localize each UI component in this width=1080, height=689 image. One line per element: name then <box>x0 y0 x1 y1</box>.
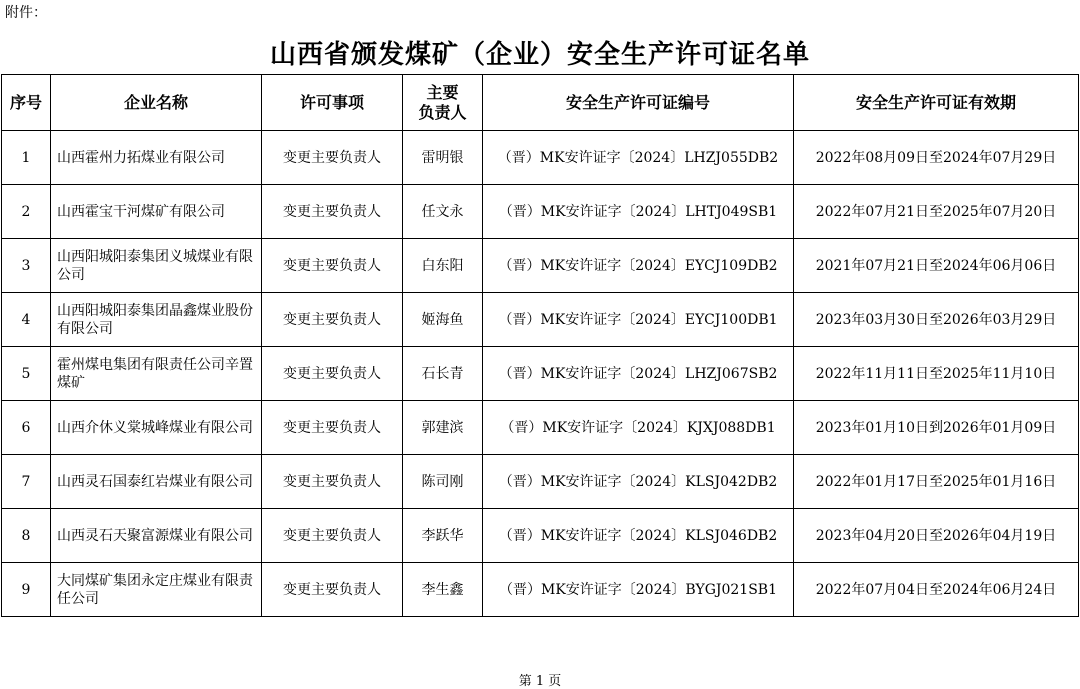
table-row <box>2 563 1079 617</box>
cell-company: 山西阳城阳泰集团义城煤业有限公司 <box>51 239 262 293</box>
cell-seq: 7 <box>2 455 51 509</box>
table-row <box>2 401 1079 455</box>
cell-license-no: （晋）MK安许证字〔2024〕LHZJ067SB2 <box>483 347 794 401</box>
cell-item: 变更主要负责人 <box>262 563 403 617</box>
table-row <box>2 293 1079 347</box>
cell-license-no: （晋）MK安许证字〔2024〕LHTJ049SB1 <box>483 185 794 239</box>
attachment-label: 附件： <box>5 5 47 21</box>
header-leader-line1: 主要 <box>426 82 459 102</box>
cell-leader: 白东阳 <box>403 239 483 293</box>
cell-seq: 5 <box>2 347 51 401</box>
header-validity: 安全生产许可证有效期 <box>794 75 1079 131</box>
cell-validity: 2023年01月10日到2026年01月09日 <box>794 401 1079 455</box>
cell-license-no: （晋）MK安许证字〔2024〕KLSJ046DB2 <box>483 509 794 563</box>
cell-company: 山西灵石国泰红岩煤业有限公司 <box>51 455 262 509</box>
cell-item: 变更主要负责人 <box>262 185 403 239</box>
table-row <box>2 239 1079 293</box>
cell-seq: 9 <box>2 563 51 617</box>
cell-seq: 4 <box>2 293 51 347</box>
cell-validity: 2021年07月21日至2024年06月06日 <box>794 239 1079 293</box>
cell-item: 变更主要负责人 <box>262 293 403 347</box>
cell-leader: 姬海鱼 <box>403 293 483 347</box>
cell-company: 山西介休义棠城峰煤业有限公司 <box>51 401 262 455</box>
cell-license-no: （晋）MK安许证字〔2024〕KJXJ088DB1 <box>483 401 794 455</box>
cell-license-no: （晋）MK安许证字〔2024〕LHZJ055DB2 <box>483 131 794 185</box>
table-row <box>2 185 1079 239</box>
page-number: 第 1 页 <box>518 674 562 689</box>
cell-company: 山西霍州力拓煤业有限公司 <box>51 131 262 185</box>
table-row <box>2 347 1079 401</box>
cell-item: 变更主要负责人 <box>262 131 403 185</box>
cell-license-no: （晋）MK安许证字〔2024〕KLSJ042DB2 <box>483 455 794 509</box>
cell-validity: 2022年07月21日至2025年07月20日 <box>794 185 1079 239</box>
cell-item: 变更主要负责人 <box>262 455 403 509</box>
cell-leader: 石长青 <box>403 347 483 401</box>
cell-leader: 雷明银 <box>403 131 483 185</box>
cell-leader: 郭建滨 <box>403 401 483 455</box>
cell-leader: 李生鑫 <box>403 563 483 617</box>
cell-company: 山西霍宝干河煤矿有限公司 <box>51 185 262 239</box>
cell-seq: 1 <box>2 131 51 185</box>
cell-leader: 任文永 <box>403 185 483 239</box>
cell-company: 山西阳城阳泰集团晶鑫煤业股份有限公司 <box>51 293 262 347</box>
license-table <box>1 74 1079 617</box>
cell-company: 霍州煤电集团有限责任公司辛置煤矿 <box>51 347 262 401</box>
table-row <box>2 509 1079 563</box>
cell-leader: 李跃华 <box>403 509 483 563</box>
cell-license-no: （晋）MK安许证字〔2024〕EYCJ109DB2 <box>483 239 794 293</box>
cell-item: 变更主要负责人 <box>262 239 403 293</box>
table-row <box>2 455 1079 509</box>
cell-item: 变更主要负责人 <box>262 509 403 563</box>
header-license-no: 安全生产许可证编号 <box>483 75 794 131</box>
header-leader-line2: 负责人 <box>418 102 467 122</box>
cell-validity: 2023年03月30日至2026年03月29日 <box>794 293 1079 347</box>
header-seq: 序号 <box>2 75 51 131</box>
cell-item: 变更主要负责人 <box>262 347 403 401</box>
table-body <box>2 131 1079 617</box>
cell-validity: 2022年11月11日至2025年11月10日 <box>794 347 1079 401</box>
cell-validity: 2022年01月17日至2025年01月16日 <box>794 455 1079 509</box>
cell-license-no: （晋）MK安许证字〔2024〕EYCJ100DB1 <box>483 293 794 347</box>
table-header-row <box>2 75 1079 131</box>
header-item: 许可事项 <box>262 75 403 131</box>
cell-seq: 2 <box>2 185 51 239</box>
cell-seq: 8 <box>2 509 51 563</box>
document-title: 山西省颁发煤矿（企业）安全生产许可证名单 <box>269 40 810 70</box>
table-row <box>2 131 1079 185</box>
header-leader <box>403 75 483 131</box>
cell-seq: 6 <box>2 401 51 455</box>
cell-company: 大同煤矿集团永定庄煤业有限责任公司 <box>51 563 262 617</box>
cell-seq: 3 <box>2 239 51 293</box>
cell-item: 变更主要负责人 <box>262 401 403 455</box>
cell-leader: 陈司刚 <box>403 455 483 509</box>
cell-license-no: （晋）MK安许证字〔2024〕BYGJ021SB1 <box>483 563 794 617</box>
cell-validity: 2022年08月09日至2024年07月29日 <box>794 131 1079 185</box>
cell-validity: 2023年04月20日至2026年04月19日 <box>794 509 1079 563</box>
cell-validity: 2022年07月04日至2024年06月24日 <box>794 563 1079 617</box>
cell-company: 山西灵石天聚富源煤业有限公司 <box>51 509 262 563</box>
header-company: 企业名称 <box>51 75 262 131</box>
